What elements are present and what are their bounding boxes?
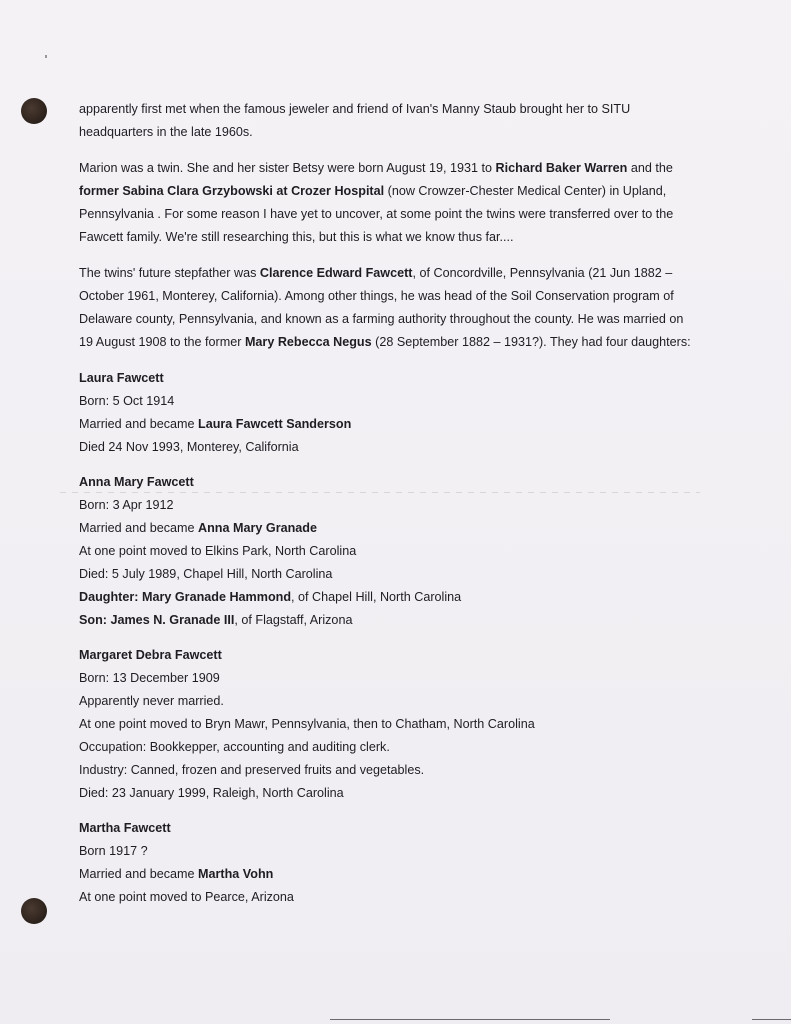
text-line: October 1961, Monterey, California). Among other things, he was head of the Soil Conservation program of (79, 289, 674, 303)
born-line: Born: 5 Oct 1914 (79, 394, 175, 408)
text-line: 19 August 1908 to the former Mary Rebecca Negus (28 September 1882 – 1931?). They had four daughters: (79, 335, 691, 349)
born-line: Born: 3 Apr 1912 (79, 498, 174, 512)
text-line: Marion was a twin. She and her sister Betsy were born August 19, 1931 to Richard Baker Warren and the (79, 161, 673, 175)
person-name: Martha Fawcett (79, 821, 171, 835)
moved-line: At one point moved to Bryn Mawr, Pennsylvania, then to Chatham, North Carolina (79, 717, 535, 731)
child-line: Daughter: Mary Granade Hammond, of Chapel Hill, North Carolina (79, 590, 462, 604)
stepfather-paragraph (79, 262, 691, 354)
industry-line: Industry: Canned, frozen and preserved fruits and vegetables. (79, 763, 425, 777)
child-line: Son: James N. Granade III, of Flagstaff, Arizona (79, 613, 353, 627)
died-line: Died 24 Nov 1993, Monterey, California (79, 440, 299, 454)
moved-line: At one point moved to Pearce, Arizona (79, 890, 294, 904)
person-name: Margaret Debra Fawcett (79, 648, 222, 662)
married-line: Married and became Anna Mary Granade (79, 521, 317, 535)
daughter-margaret (79, 644, 679, 805)
punch-hole-bottom (21, 898, 47, 924)
text-line: apparently first met when the famous jeweler and friend of Ivan's Manny Staub brought her to SITU (79, 102, 631, 116)
intro-paragraph (79, 98, 679, 144)
daughter-anna (79, 471, 679, 632)
text-line: headquarters in the late 1960s. (79, 125, 253, 139)
born-line: Born: 13 December 1909 (79, 671, 220, 685)
daughter-martha (79, 817, 679, 909)
bottom-edge-line (330, 1019, 610, 1020)
text-line: former Sabina Clara Grzybowski at Crozer Hospital (now Crowzer-Chester Medical Center) in Upland, (79, 184, 667, 198)
person-name: Anna Mary Fawcett (79, 475, 194, 489)
marital-line: Apparently never married. (79, 694, 224, 708)
text-line: The twins' future stepfather was Clarence Edward Fawcett, of Concordville, Pennsylvania (21 Jun 1882 – (79, 266, 673, 280)
died-line: Died: 5 July 1989, Chapel Hill, North Carolina (79, 567, 333, 581)
paper-speck (45, 55, 47, 58)
daughter-laura (79, 367, 679, 459)
text-line: Fawcett family. We're still researching this, but this is what we know thus far.... (79, 230, 514, 244)
married-line: Married and became Laura Fawcett Sanderson (79, 417, 352, 431)
person-name: Laura Fawcett (79, 371, 164, 385)
punch-hole-top (21, 98, 47, 124)
text-line: Delaware county, Pennsylvania, and known as a farming authority throughout the county. He was married on (79, 312, 684, 326)
died-line: Died: 23 January 1999, Raleigh, North Carolina (79, 786, 344, 800)
text-line: Pennsylvania . For some reason I have yet to uncover, at some point the twins were transferred over to the (79, 207, 674, 221)
document-body (79, 98, 691, 921)
bottom-edge-line-right (752, 1019, 791, 1020)
moved-line: At one point moved to Elkins Park, North Carolina (79, 544, 357, 558)
married-line: Married and became Martha Vohn (79, 867, 274, 881)
born-line: Born 1917 ? (79, 844, 148, 858)
twin-paragraph (79, 157, 679, 249)
occupation-line: Occupation: Bookkepper, accounting and auditing clerk. (79, 740, 390, 754)
